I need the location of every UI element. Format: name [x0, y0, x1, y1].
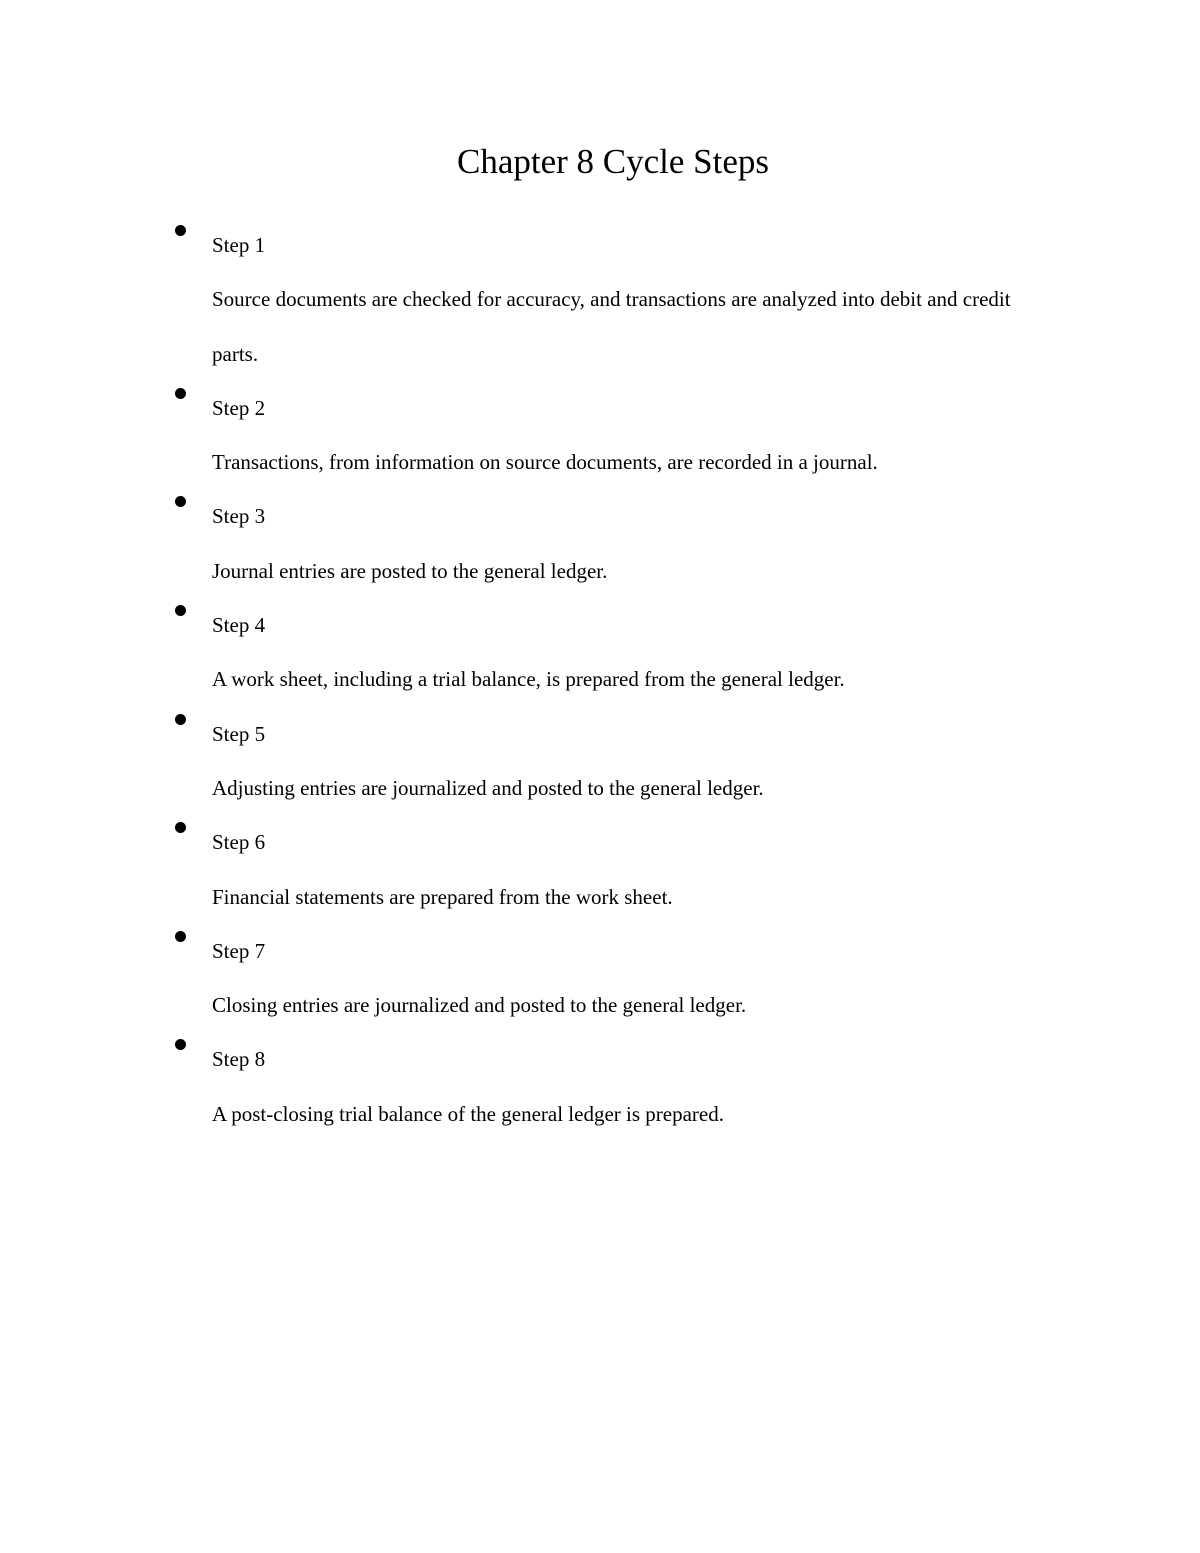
step-description: A work sheet, including a trial balance, is prepared from the general ledger.	[212, 667, 845, 692]
list-item	[0, 489, 1200, 598]
list-item	[0, 218, 1200, 381]
list-item	[0, 707, 1200, 816]
step-description: A post-closing trial balance of the general ledger is prepared.	[212, 1101, 724, 1126]
step-label: Step 5	[212, 721, 266, 746]
step-label: Step 3	[212, 504, 266, 529]
step-label: Step 7	[212, 938, 266, 963]
bullet-icon	[175, 931, 186, 942]
bullet-icon	[175, 605, 186, 616]
bullet-icon	[175, 1039, 186, 1050]
bullet-icon	[175, 225, 186, 236]
step-description: Financial statements are prepared from the work sheet.	[212, 884, 673, 909]
step-description: Adjusting entries are journalized and posted to the general ledger.	[212, 775, 764, 800]
list-item	[0, 924, 1200, 1033]
bullet-icon	[175, 496, 186, 507]
step-label: Step 4	[212, 613, 266, 638]
list-item	[0, 1032, 1200, 1141]
step-label: Step 8	[212, 1047, 266, 1072]
list-item	[0, 598, 1200, 707]
steps-list	[0, 218, 1200, 1141]
step-label: Step 2	[212, 395, 266, 420]
step-description: Closing entries are journalized and posted to the general ledger.	[212, 993, 747, 1018]
list-item	[0, 815, 1200, 924]
step-description: Transactions, from information on source documents, are recorded in a journal.	[212, 450, 878, 475]
step-description: Source documents are checked for accuracy, and transactions are analyzed into debit and credit parts.	[212, 287, 1011, 366]
step-label: Step 1	[212, 233, 266, 257]
step-description: Journal entries are posted to the general ledger.	[212, 558, 608, 583]
bullet-icon	[175, 714, 186, 725]
bullet-icon	[175, 822, 186, 833]
document-title: Chapter 8 Cycle Steps	[456, 142, 770, 181]
step-label: Step 6	[212, 830, 266, 855]
list-item	[0, 381, 1200, 490]
bullet-icon	[175, 388, 186, 399]
